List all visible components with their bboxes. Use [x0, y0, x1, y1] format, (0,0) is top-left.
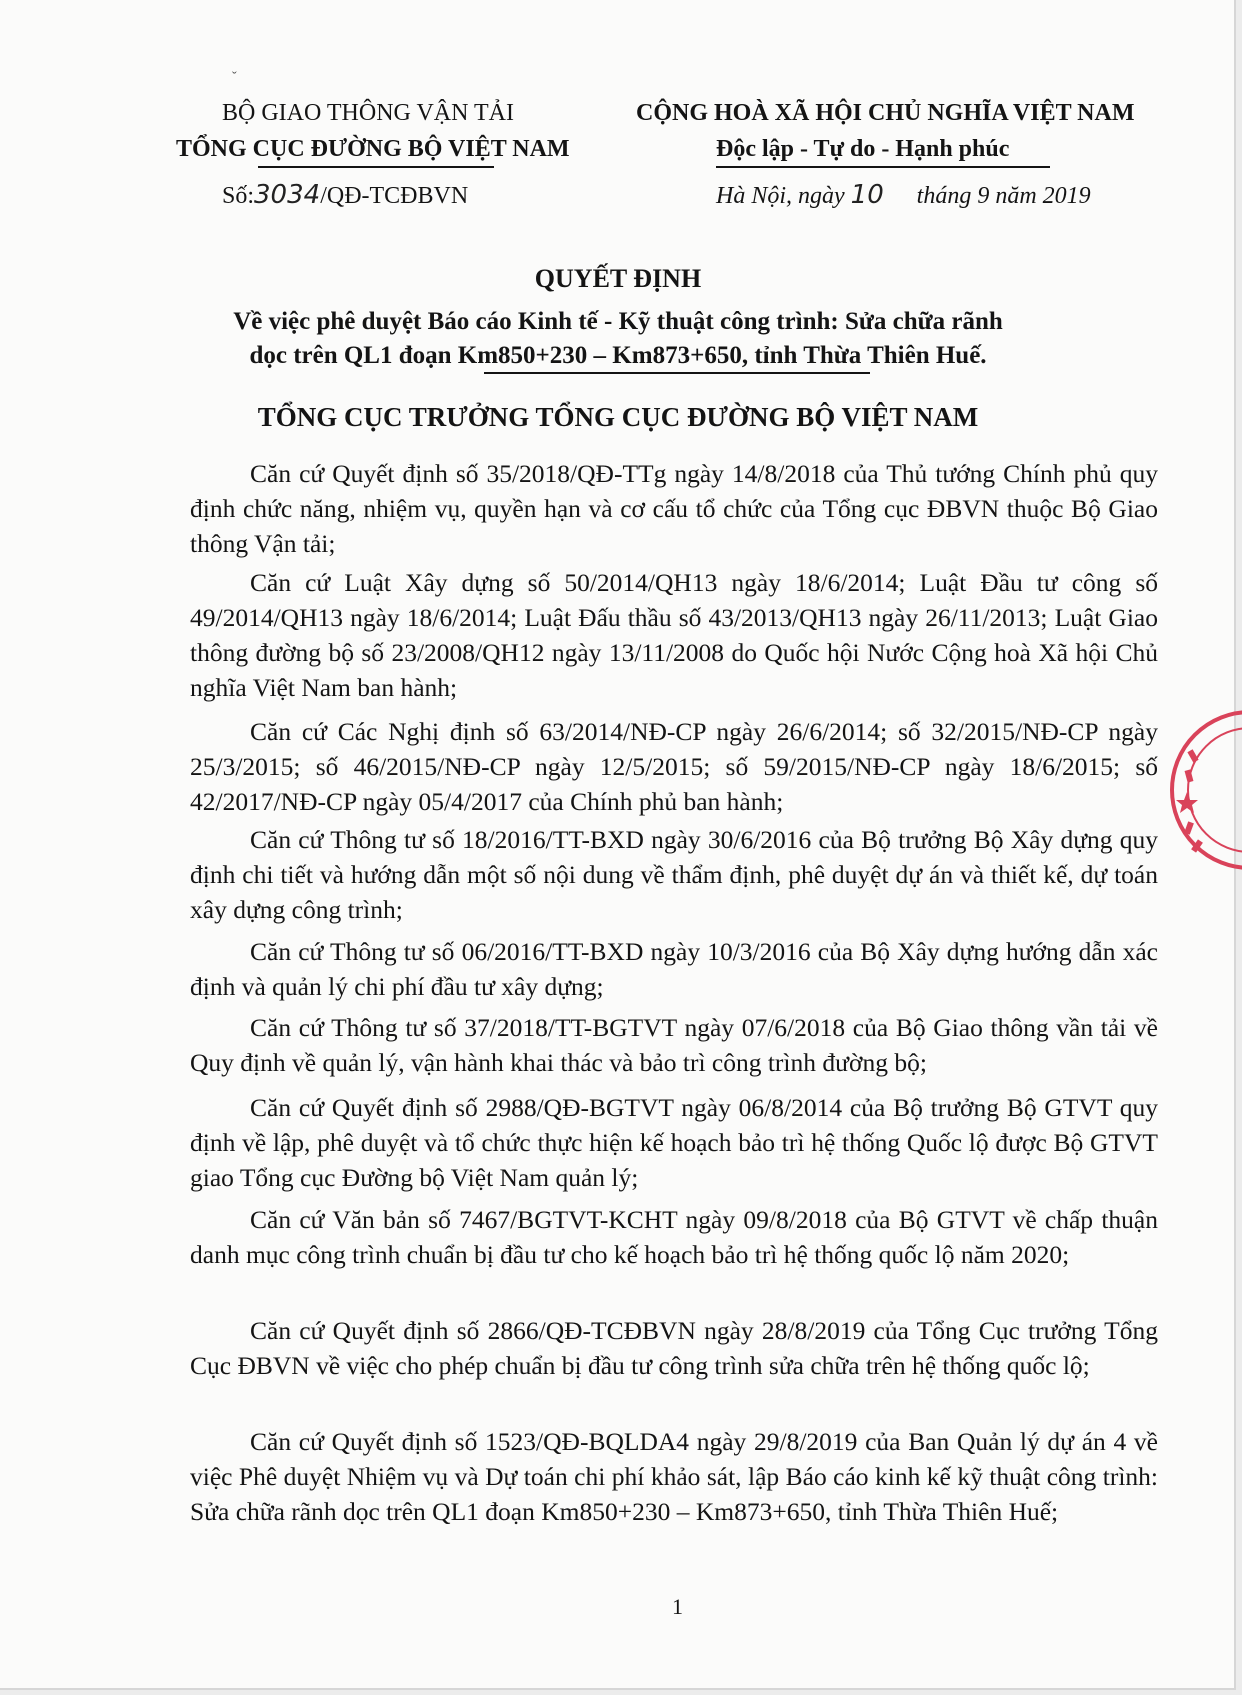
paragraph-7: Căn cứ Quyết định số 2988/QĐ-BGTVT ngày 06/8/2014 của Bộ trưởng Bộ GTVT quy định về lập, phê duyệt và tổ chức thực hiện kế hoạch bảo trì hệ thống Quốc lộ được Bộ GTVT giao Tổng cục Đường bộ Việt Nam quản lý; — [190, 1093, 1158, 1192]
paragraph-1: Căn cứ Quyết định số 35/2018/QĐ-TTg ngày 14/8/2018 của Thủ tướng Chính phủ quy định chức năng, nhiệm vụ, quyền hạn và cơ cấu tổ chức của Tổng cục ĐBVN thuộc Bộ Giao thông Vận tải; — [190, 459, 1158, 558]
number-suffix: /QĐ-TCĐBVN — [320, 183, 469, 209]
date-day-handwritten: 10 — [850, 180, 884, 210]
paragraph-5: Căn cứ Thông tư số 06/2016/TT-BXD ngày 10/3/2016 của Bộ Xây dựng hướng dẫn xác định và quản lý chi phí đầu tư xây dựng; — [190, 937, 1158, 1001]
decision-title: QUYẾT ĐỊNH — [534, 264, 702, 293]
agency-name: TỔNG CỤC ĐƯỜNG BỘ VIỆT NAM — [176, 136, 570, 162]
number-prefix: Số: — [222, 183, 255, 209]
paragraph-6: Căn cứ Thông tư số 37/2018/TT-BGTVT ngày 07/6/2018 của Bộ Giao thông vần tải về Quy định về quản lý, vận hành khai thác và bảo trì công trình đường bộ; — [190, 1013, 1158, 1077]
date-prefix: Hà Nội, ngày — [716, 183, 845, 209]
paragraph-10: Căn cứ Quyết định số 1523/QĐ-BQLDA4 ngày 29/8/2019 của Ban Quản lý dự án 4 về việc Phê duyệt Nhiệm vụ và Dự toán chi phí khảo sát, lập Báo cáo kinh kế kỹ thuật công trình: Sửa chữa rãnh dọc trên QL1 đoạn Km850+230 – Km873+650, tỉnh Thừa Thiên Huế; — [190, 1427, 1158, 1526]
number-handwritten: 3034 — [254, 180, 321, 210]
date-line — [716, 180, 1091, 210]
official-seal-stamp — [1170, 700, 1242, 880]
page-number: 1 — [672, 1594, 683, 1619]
date-suffix: tháng 9 năm 2019 — [916, 183, 1091, 209]
decision-subject-line1: Về việc phê duyệt Báo cáo Kinh tế - Kỹ thuật công trình: Sửa chữa rãnh — [233, 308, 1003, 335]
seal-outer-ring — [1172, 712, 1242, 868]
document-number — [222, 180, 468, 210]
paragraph-4: Căn cứ Thông tư số 18/2016/TT-BXD ngày 30/6/2016 của Bộ trưởng Bộ Xây dựng quy định chi tiết và hướng dẫn một số nội dung về thẩm định, phê duyệt dự án và thiết kế, dự toán xây dựng công trình; — [190, 825, 1158, 924]
subject-underline — [484, 372, 870, 374]
paragraph-8: Căn cứ Văn bản số 7467/BGTVT-KCHT ngày 09/8/2018 của Bộ GTVT về chấp thuận danh mục công trình chuẩn bị đầu tư cho kế hoạch bảo trì hệ thống quốc lộ năm 2020; — [190, 1205, 1158, 1269]
country-name: CỘNG HOÀ XÃ HỘI CHỦ NGHĨA VIỆT NAM — [636, 100, 1135, 126]
ministry-name: BỘ GIAO THÔNG VẬN TẢI — [222, 100, 514, 126]
issuing-authority: TỔNG CỤC TRƯỞNG TỔNG CỤC ĐƯỜNG BỘ VIỆT NAM — [257, 402, 979, 432]
motto-underline — [716, 166, 1050, 168]
scan-mark: ˇ — [232, 70, 237, 85]
seal-inner-ring — [1188, 728, 1242, 852]
paragraph-3: Căn cứ Các Nghị định số 63/2014/NĐ-CP ngày 26/6/2014; số 32/2015/NĐ-CP ngày 25/3/2015; số 46/2015/NĐ-CP ngày 12/5/2015; số 59/2015/NĐ-CP ngày 18/6/2015; số 42/2017/NĐ-CP ngày 05/4/2017 của Chính phủ ban hành; — [190, 717, 1158, 816]
decision-subject-line2: dọc trên QL1 đoạn Km850+230 – Km873+650, tỉnh Thừa Thiên Huế. — [249, 342, 987, 369]
paragraph-9: Căn cứ Quyết định số 2866/QĐ-TCĐBVN ngày 28/8/2019 của Tổng Cục trưởng Tổng Cục ĐBVN về việc cho phép chuẩn bị đầu tư công trình sửa chữa trên hệ thống quốc lộ; — [190, 1316, 1158, 1380]
national-motto: Độc lập - Tự do - Hạnh phúc — [716, 136, 1010, 162]
agency-underline — [258, 166, 494, 168]
paragraph-2: Căn cứ Luật Xây dựng số 50/2014/QH13 ngày 18/6/2014; Luật Đầu tư công số 49/2014/QH13 ngày 18/6/2014; Luật Đấu thầu số 43/2013/QH13 ngày 26/11/2013; Luật Giao thông đường bộ số 23/2008/QH12 ngày 13/11/2008 do Quốc hội Nước Cộng hoà Xã hội Chủ nghĩa Việt Nam ban hành; — [190, 568, 1158, 702]
